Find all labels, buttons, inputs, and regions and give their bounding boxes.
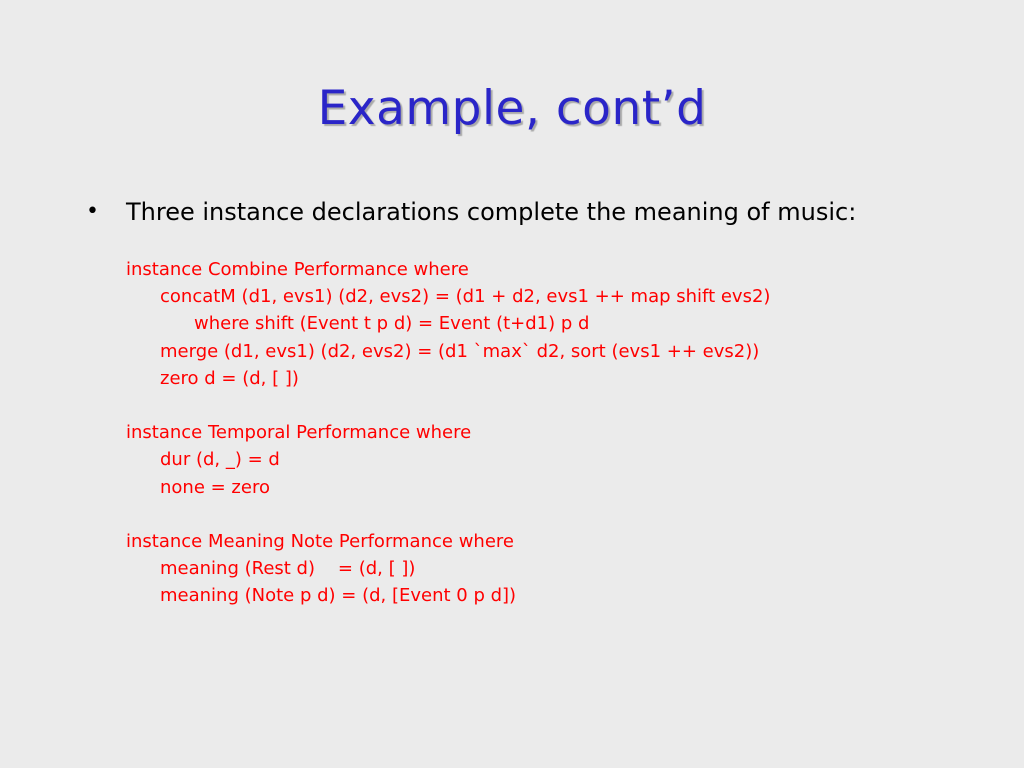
code-line-meaning-note: meaning (Note p d) = (d, [Event 0 p d]) — [160, 585, 517, 607]
code-line-meaning-header: instance Meaning Note Performance where — [126, 530, 514, 552]
bullet-item — [86, 195, 986, 229]
code-line-meaning-rest: meaning (Rest d) = (d, [ ]) — [160, 558, 416, 580]
code-blank-line — [126, 392, 986, 419]
code-block — [126, 256, 986, 609]
code-line-concatm: concatM (d1, evs1) (d2, evs2) = (d1 + d2, evs1 ++ map shift evs2) — [160, 286, 771, 308]
code-blank-line — [126, 501, 986, 528]
code-line-merge: merge (d1, evs1) (d2, evs2) = (d1 `max` d2, sort (evs1 ++ evs2)) — [160, 340, 760, 362]
bullet-text: Three instance declarations complete the meaning of music: — [126, 198, 857, 226]
code-line-where-shift: where shift (Event t p d) = Event (t+d1) p d — [194, 313, 590, 335]
code-line-none: none = zero — [160, 476, 270, 498]
code-line-dur: dur (d, _) = d — [160, 449, 280, 471]
slide-title: Example, cont’d — [317, 81, 707, 136]
code-line-temporal-header: instance Temporal Performance where — [126, 422, 472, 444]
bullet-marker: • — [86, 199, 99, 224]
code-line-combine-header: instance Combine Performance where — [126, 259, 469, 280]
code-line-zero: zero d = (d, [ ]) — [160, 367, 299, 389]
